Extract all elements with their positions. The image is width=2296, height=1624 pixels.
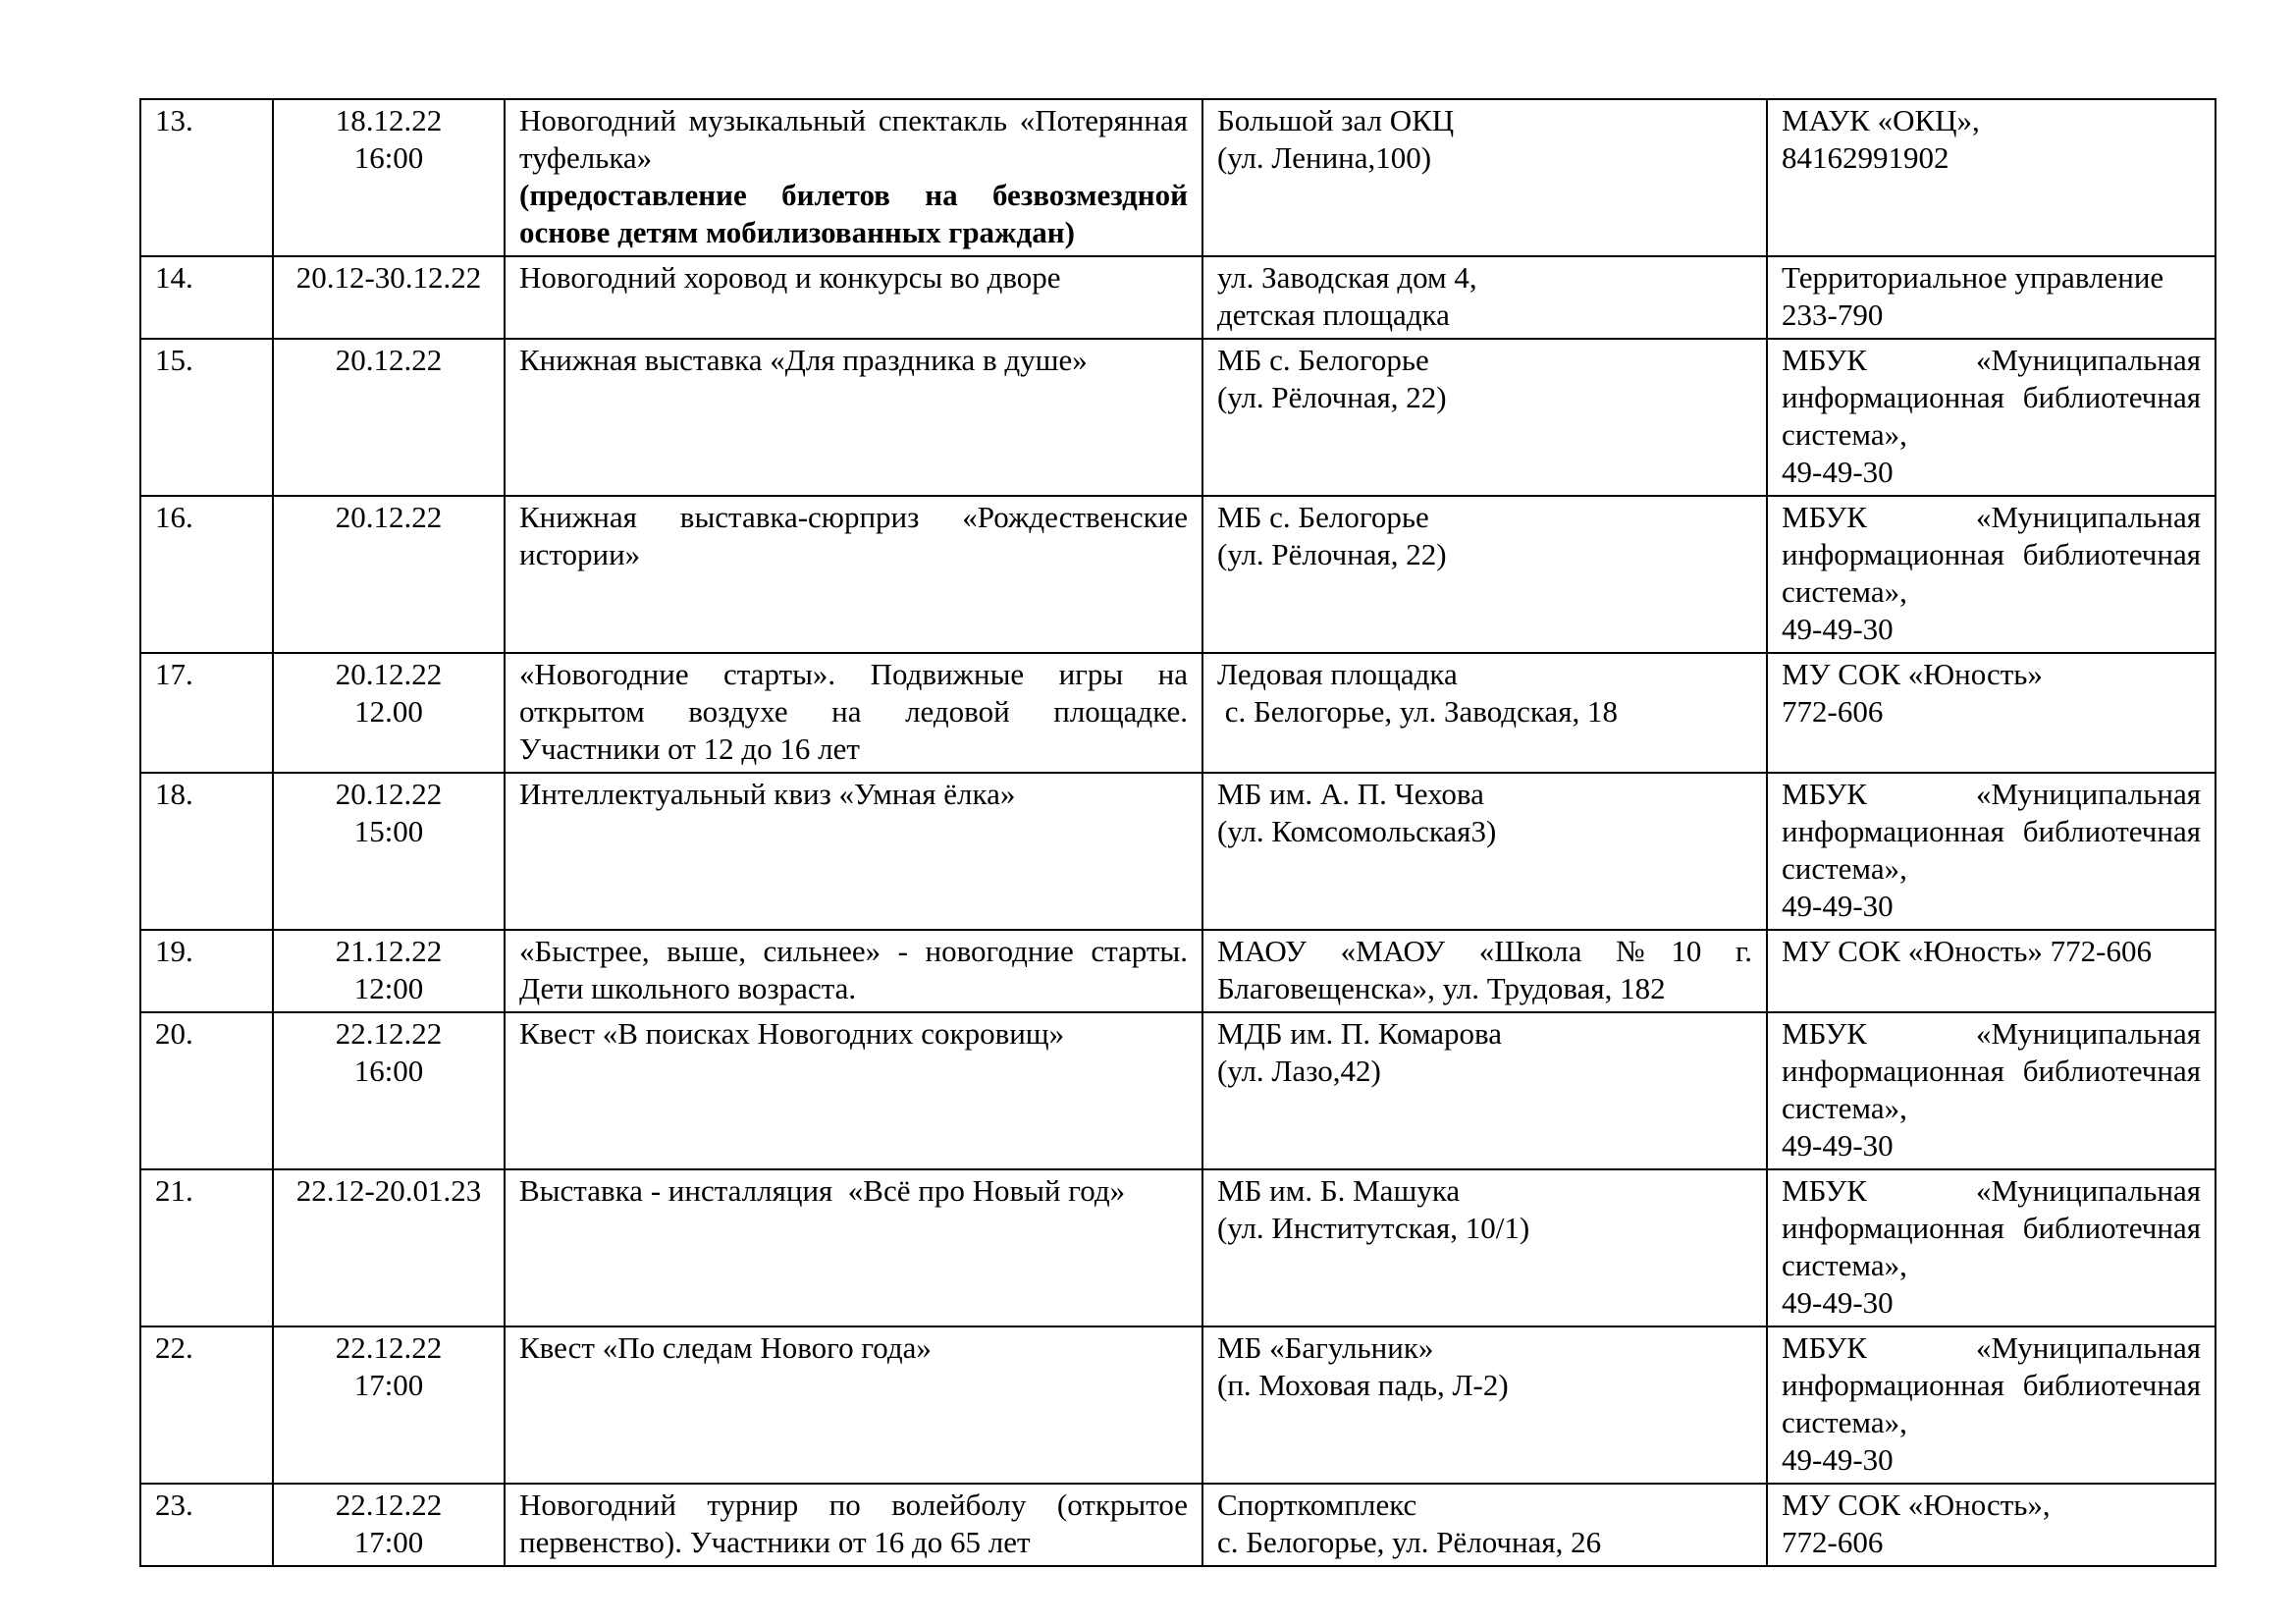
- row-number: 16.: [140, 496, 273, 653]
- table-row: [140, 339, 2216, 496]
- event-time: 17:00: [353, 1525, 424, 1559]
- row-number: 13.: [140, 99, 273, 256]
- event-date: 21.12.22: [335, 934, 443, 968]
- place-name: Большой зал ОКЦ: [1217, 103, 1455, 137]
- organizer-cell: [1767, 1326, 2216, 1484]
- event-place-cell: [1202, 1012, 1767, 1169]
- event-date-cell: [273, 1326, 505, 1484]
- place-name: МДБ им. П. Комарова: [1217, 1016, 1503, 1051]
- event-title-cell: [505, 773, 1202, 930]
- organizer-cell: [1767, 256, 2216, 339]
- organizer-phone: 49-49-30: [1782, 1442, 1894, 1477]
- event-place-cell: [1202, 1326, 1767, 1484]
- organizer-phone: 49-49-30: [1782, 1128, 1894, 1163]
- event-title: Книжная выставка-сюрприз «Рождественские истории»: [519, 500, 1188, 571]
- event-time: 12.00: [354, 694, 423, 729]
- event-date-cell: [273, 256, 505, 339]
- organizer-name: МБУК «Муниципальная информационная библиотечная система»,: [1782, 777, 2201, 886]
- row-number: 21.: [140, 1169, 273, 1326]
- organizer-name: МУ СОК «Юность»,: [1782, 1488, 2051, 1522]
- table-row: [140, 496, 2216, 653]
- organizer-cell: [1767, 99, 2216, 256]
- event-date: 20.12.22: [335, 343, 443, 377]
- event-date: 22.12-20.01.23: [295, 1173, 482, 1208]
- table-row: [140, 99, 2216, 256]
- row-number: 17.: [140, 653, 273, 773]
- event-title: Новогодний музыкальный спектакль «Потерянная туфелька»: [519, 103, 1188, 175]
- place-address: (ул. Институтская, 10/1): [1217, 1211, 1530, 1245]
- place-address: (ул. Рёлочная, 22): [1217, 537, 1447, 571]
- place-name: МБ им. А. П. Чехова: [1217, 777, 1484, 811]
- table-row: [140, 1012, 2216, 1169]
- place-name: МАОУ «МАОУ «Школа №10 г. Благовещенска», ул. Трудовая, 182: [1217, 934, 1752, 1005]
- organizer-cell: [1767, 653, 2216, 773]
- event-date: 20.12-30.12.22: [295, 260, 482, 295]
- place-address: детская площадка: [1217, 298, 1450, 332]
- event-time: 15:00: [353, 814, 424, 848]
- organizer-phone: 772-606: [1782, 694, 1884, 729]
- table-row: [140, 1169, 2216, 1326]
- event-date-cell: [273, 653, 505, 773]
- organizer-cell: [1767, 496, 2216, 653]
- table-row: [140, 773, 2216, 930]
- row-number: 19.: [140, 930, 273, 1012]
- row-number: 22.: [140, 1326, 273, 1484]
- event-title-cell: [505, 496, 1202, 653]
- event-time: 12:00: [353, 971, 424, 1005]
- event-title-cell: [505, 99, 1202, 256]
- event-title: Квест «По следам Нового года»: [519, 1330, 932, 1365]
- event-date: 22.12.22: [335, 1016, 443, 1051]
- row-number: 20.: [140, 1012, 273, 1169]
- event-date-cell: [273, 1012, 505, 1169]
- place-name: ул. Заводская дом 4,: [1217, 260, 1477, 295]
- organizer-phone: 49-49-30: [1782, 1285, 1894, 1320]
- event-title-cell: [505, 1169, 1202, 1326]
- event-place-cell: [1202, 653, 1767, 773]
- row-number: 18.: [140, 773, 273, 930]
- place-address: (ул. Комсомольская3): [1217, 814, 1497, 848]
- event-title: «Новогодние старты». Подвижные игры на открытом воздухе на ледовой площадке. Участники от 12 до 16 лет: [519, 657, 1188, 766]
- organizer-phone: 49-49-30: [1782, 889, 1894, 923]
- event-title: Новогодний турнир по волейболу (открытое первенство). Участники от 16 до 65 лет: [519, 1488, 1188, 1559]
- organizer-cell: [1767, 1484, 2216, 1566]
- event-place-cell: [1202, 256, 1767, 339]
- event-place-cell: [1202, 496, 1767, 653]
- organizer-name: МУ СОК «Юность» 772-606: [1782, 934, 2152, 968]
- event-note: (предоставление билетов на безвозмездной основе детям мобилизованных граждан): [519, 178, 1188, 249]
- row-number: 15.: [140, 339, 273, 496]
- row-number: 23.: [140, 1484, 273, 1566]
- organizer-name: МБУК «Муниципальная информационная библиотечная система»,: [1782, 343, 2201, 452]
- place-address: с. Белогорье, ул. Заводская, 18: [1217, 694, 1618, 729]
- organizer-cell: [1767, 1012, 2216, 1169]
- place-name: МБ с. Белогорье: [1217, 343, 1429, 377]
- events-table: [139, 98, 2216, 1567]
- table-row: [140, 653, 2216, 773]
- event-title: Новогодний хоровод и конкурсы во дворе: [519, 260, 1061, 295]
- place-name: МБ с. Белогорье: [1217, 500, 1429, 534]
- event-time: 16:00: [353, 140, 424, 175]
- event-title: Выставка - инсталляция «Всё про Новый год»: [519, 1173, 1126, 1208]
- event-place-cell: [1202, 773, 1767, 930]
- event-title-cell: [505, 1484, 1202, 1566]
- place-address: (ул. Ленина,100): [1217, 140, 1432, 175]
- event-title-cell: [505, 930, 1202, 1012]
- organizer-cell: [1767, 1169, 2216, 1326]
- event-place-cell: [1202, 1169, 1767, 1326]
- table-row: [140, 256, 2216, 339]
- event-date-cell: [273, 496, 505, 653]
- event-title-cell: [505, 339, 1202, 496]
- organizer-name: МБУК «Муниципальная информационная библиотечная система»,: [1782, 1173, 2201, 1282]
- event-place-cell: [1202, 930, 1767, 1012]
- event-place-cell: [1202, 339, 1767, 496]
- event-date: 20.12.22: [335, 657, 443, 691]
- organizer-cell: [1767, 339, 2216, 496]
- event-title-cell: [505, 1326, 1202, 1484]
- place-address: (ул. Рёлочная, 22): [1217, 380, 1447, 414]
- event-date: 22.12.22: [335, 1330, 443, 1365]
- organizer-phone: 772-606: [1782, 1525, 1884, 1559]
- event-date: 18.12.22: [335, 103, 443, 137]
- table-row: [140, 1484, 2216, 1566]
- place-name: Ледовая площадка: [1217, 657, 1458, 691]
- event-title: Квест «В поисках Новогодних сокровищ»: [519, 1016, 1065, 1051]
- place-address: (п. Моховая падь, Л-2): [1217, 1368, 1509, 1402]
- event-time: 17:00: [353, 1368, 424, 1402]
- event-date: 20.12.22: [335, 500, 443, 534]
- event-title: Книжная выставка «Для праздника в душе»: [519, 343, 1088, 377]
- event-title-cell: [505, 1012, 1202, 1169]
- row-number: 14.: [140, 256, 273, 339]
- organizer-name: МБУК «Муниципальная информационная библиотечная система»,: [1782, 500, 2201, 609]
- event-date: 20.12.22: [335, 777, 443, 811]
- table-row: [140, 1326, 2216, 1484]
- organizer-name: МАУК «ОКЦ»,: [1782, 103, 1980, 137]
- organizer-name: МБУК «Муниципальная информационная библиотечная система»,: [1782, 1330, 2201, 1439]
- organizer-cell: [1767, 930, 2216, 1012]
- place-address: (ул. Лазо,42): [1217, 1054, 1381, 1088]
- organizer-name: Территориальное управление: [1782, 260, 2164, 295]
- event-date-cell: [273, 339, 505, 496]
- event-title-cell: [505, 256, 1202, 339]
- event-date-cell: [273, 1169, 505, 1326]
- event-date-cell: [273, 1484, 505, 1566]
- event-time: 16:00: [353, 1054, 424, 1088]
- event-date-cell: [273, 99, 505, 256]
- organizer-cell: [1767, 773, 2216, 930]
- organizer-name: МБУК «Муниципальная информационная библиотечная система»,: [1782, 1016, 2201, 1125]
- event-place-cell: [1202, 99, 1767, 256]
- organizer-name: МУ СОК «Юность»: [1782, 657, 2043, 691]
- event-title: «Быстрее, выше, сильнее» - новогодние старты. Дети школьного возраста.: [519, 934, 1188, 1005]
- organizer-phone: 233-790: [1782, 298, 1884, 332]
- event-title: Интеллектуальный квиз «Умная ёлка»: [519, 777, 1016, 811]
- organizer-phone: 49-49-30: [1782, 455, 1894, 489]
- place-name: МБ им. Б. Машука: [1217, 1173, 1461, 1208]
- event-date-cell: [273, 773, 505, 930]
- organizer-phone: 49-49-30: [1782, 612, 1894, 646]
- event-date: 22.12.22: [335, 1488, 443, 1522]
- event-title-cell: [505, 653, 1202, 773]
- event-place-cell: [1202, 1484, 1767, 1566]
- place-address: с. Белогорье, ул. Рёлочная, 26: [1217, 1525, 1602, 1559]
- place-name: МБ «Багульник»: [1217, 1330, 1434, 1365]
- organizer-phone: 84162991902: [1782, 140, 1949, 175]
- table-row: [140, 930, 2216, 1012]
- event-date-cell: [273, 930, 505, 1012]
- place-name: Спорткомплекс: [1217, 1488, 1417, 1522]
